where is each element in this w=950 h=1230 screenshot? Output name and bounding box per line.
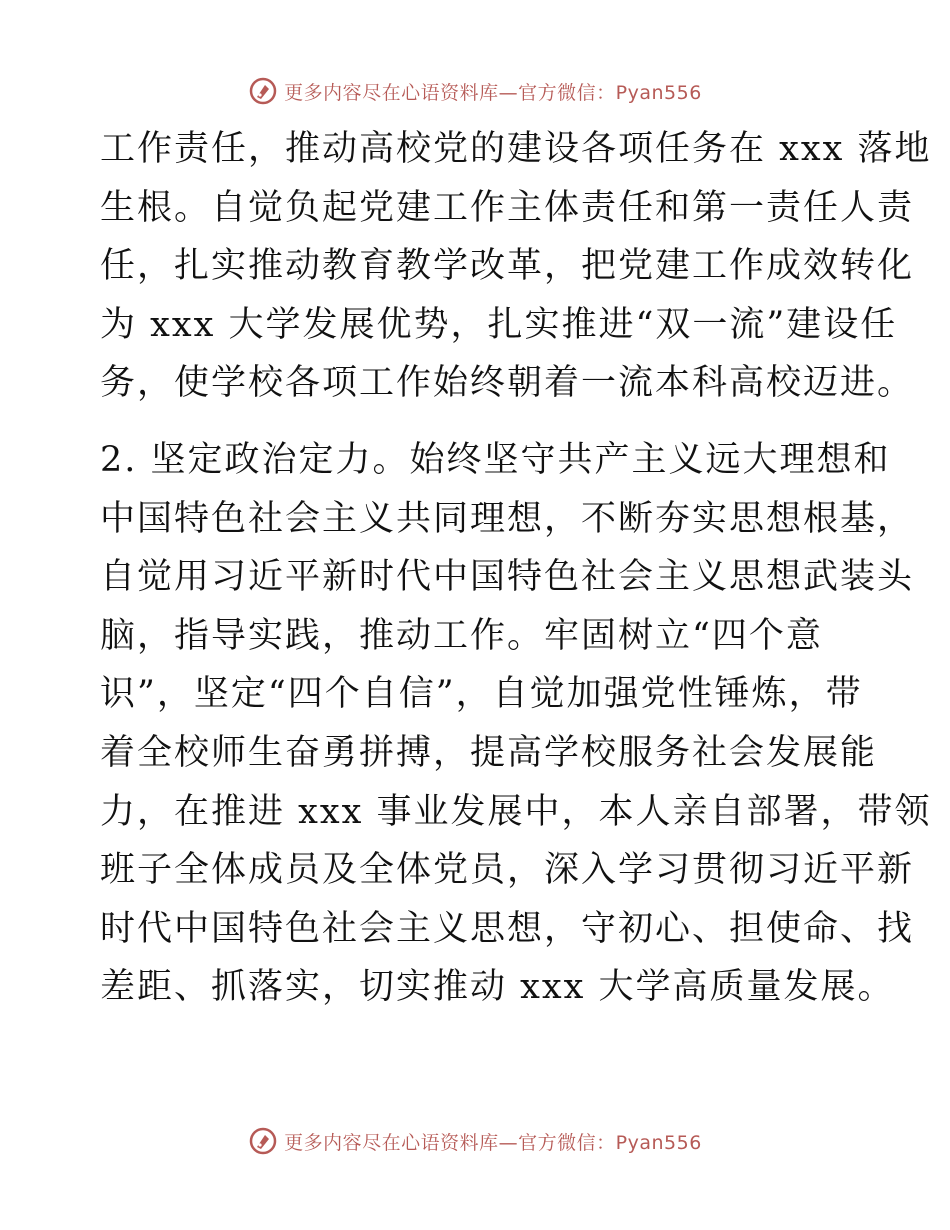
text-line: 生根。自觉负起党建工作主体责任和第一责任人责 [100, 187, 915, 228]
paragraph-1 [100, 120, 932, 413]
pen-nib-logo-icon [248, 76, 278, 106]
text-line: 任，扎实推动教育教学改革，把党建工作成效转化 [100, 246, 915, 287]
footer-watermark [0, 1124, 950, 1158]
watermark-text: 更多内容尽在心语资料库—官方微信：Pyan556 [284, 81, 702, 104]
text-line: 差距、抓落实，切实推动 xxx 大学高质量发展。 [100, 967, 895, 1008]
text-line: 时代中国特色社会主义思想，守初心、担使命、找 [100, 908, 915, 949]
text-line: 自觉用习近平新时代中国特色社会主义思想武装头 [100, 557, 915, 598]
text-line: 工作责任，推动高校党的建设各项任务在 xxx 落地 [100, 129, 932, 169]
text-line: 班子全体成员及全体党员，深入学习贯彻习近平新 [100, 850, 915, 891]
header-watermark [0, 74, 950, 108]
text-line: 2. 坚定政治定力。始终坚守共产主义远大理想和 [100, 440, 891, 480]
text-line: 中国特色社会主义共同理想，不断夯实思想根基， [100, 498, 915, 539]
text-line: 务，使学校各项工作始终朝着一流本科高校迈进。 [100, 363, 915, 404]
text-line: 着全校师生奋勇拼搏，提高学校服务社会发展能 [100, 732, 878, 773]
text-line: 为 xxx 大学发展优势，扎实推进“双一流”建设任 [100, 304, 898, 345]
watermark-text: 更多内容尽在心语资料库—官方微信：Pyan556 [284, 1131, 702, 1154]
text-line: 力，在推进 xxx 事业发展中，本人亲自部署，带领 [100, 791, 932, 832]
paragraph-2 [100, 431, 932, 1017]
text-line: 识”，坚定“四个自信”，自觉加强党性锤炼，带 [100, 674, 863, 715]
pen-nib-logo-icon [248, 1126, 278, 1156]
text-line: 脑，指导实践，推动工作。牢固树立“四个意 [100, 615, 823, 656]
